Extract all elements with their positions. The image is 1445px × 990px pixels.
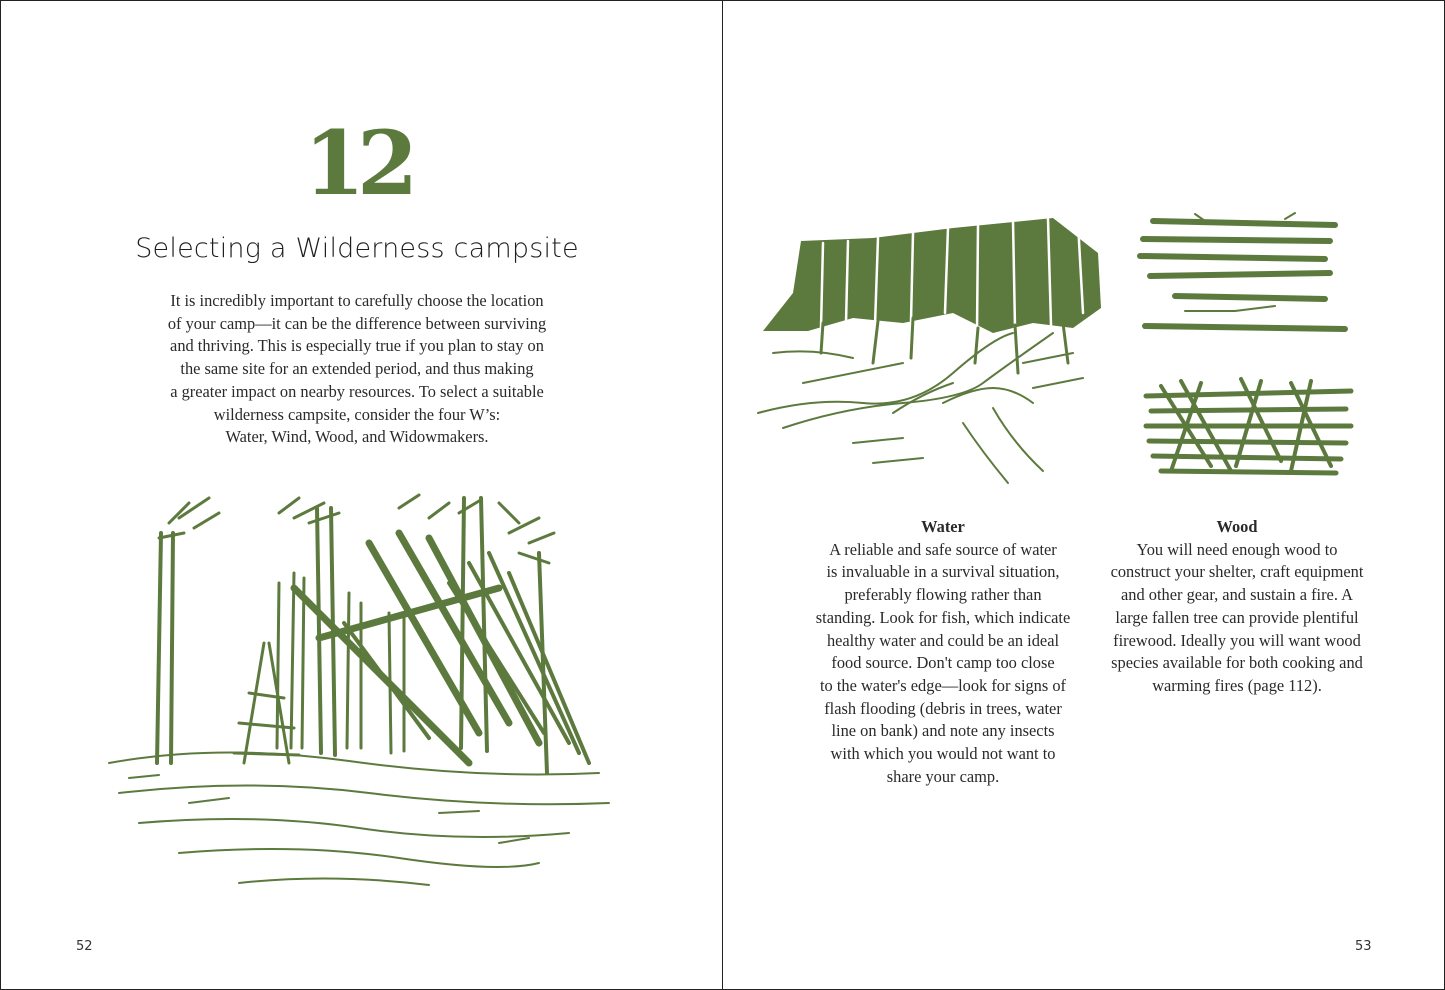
water-heading: Water [921, 517, 965, 536]
water-line: healthy water and could be an ideal [826, 630, 1060, 650]
wood-line: firewood. Ideally you will want wood [1113, 630, 1361, 650]
intro-line: and thriving. This is especially true if you plan to stay on [170, 336, 544, 356]
chapter-number: 12 [303, 111, 411, 215]
logs-illustration [1135, 211, 1355, 336]
water-line: standing. Look for fish, which indicate [815, 607, 1071, 627]
water-section [801, 516, 1085, 788]
page-number-left: 52 [76, 939, 93, 954]
intro-line: wilderness campsite, consider the four W’s: [213, 404, 501, 424]
intro-line: It is incredibly important to carefully choose the location [170, 291, 544, 310]
chapter-title: Selecting a Wilderness campsite [135, 233, 579, 264]
water-line: with which you would not want to [830, 744, 1056, 764]
water-line: line on bank) and note any insects [831, 721, 1055, 741]
wood-heading: Wood [1216, 517, 1258, 536]
intro-line: of your camp—it can be the difference between surviving [167, 313, 547, 333]
intro-paragraph [141, 290, 573, 449]
wood-line: construct your shelter, craft equipment [1110, 562, 1364, 582]
firewood-pile-illustration [1141, 371, 1356, 479]
intro-line: Water, Wind, Wood, and Widowmakers. [225, 427, 489, 447]
intro-line: the same site for an extended period, and thus making [180, 359, 534, 379]
right-page [722, 0, 1445, 990]
water-text [801, 539, 1085, 789]
wood-line: and other gear, and sustain a fire. A [1121, 585, 1353, 605]
lean-to-shelter-illustration [99, 493, 619, 898]
intro-line: a greater impact on nearby resources. To select a suitable [170, 381, 544, 401]
water-line: A reliable and safe source of water [829, 539, 1057, 559]
page-number-right: 53 [1355, 939, 1372, 954]
water-line: share your camp. [886, 766, 1000, 786]
wood-line: You will need enough wood to [1136, 539, 1338, 559]
wood-text [1095, 539, 1379, 698]
wood-section [1095, 516, 1379, 698]
wood-line: large fallen tree can provide plentiful [1115, 607, 1359, 627]
water-line: preferably flowing rather than [844, 585, 1042, 605]
wood-line: species available for both cooking and [1111, 653, 1363, 673]
water-line: food source. Don't camp too close [831, 653, 1055, 673]
wood-line: warming fires (page 112). [1152, 675, 1322, 695]
water-line: flash flooding (debris in trees, water [824, 698, 1062, 718]
forest-stream-illustration [753, 213, 1105, 491]
water-line: to the water's edge—look for signs of [819, 675, 1067, 695]
water-line: is invaluable in a survival situation, [826, 562, 1060, 582]
